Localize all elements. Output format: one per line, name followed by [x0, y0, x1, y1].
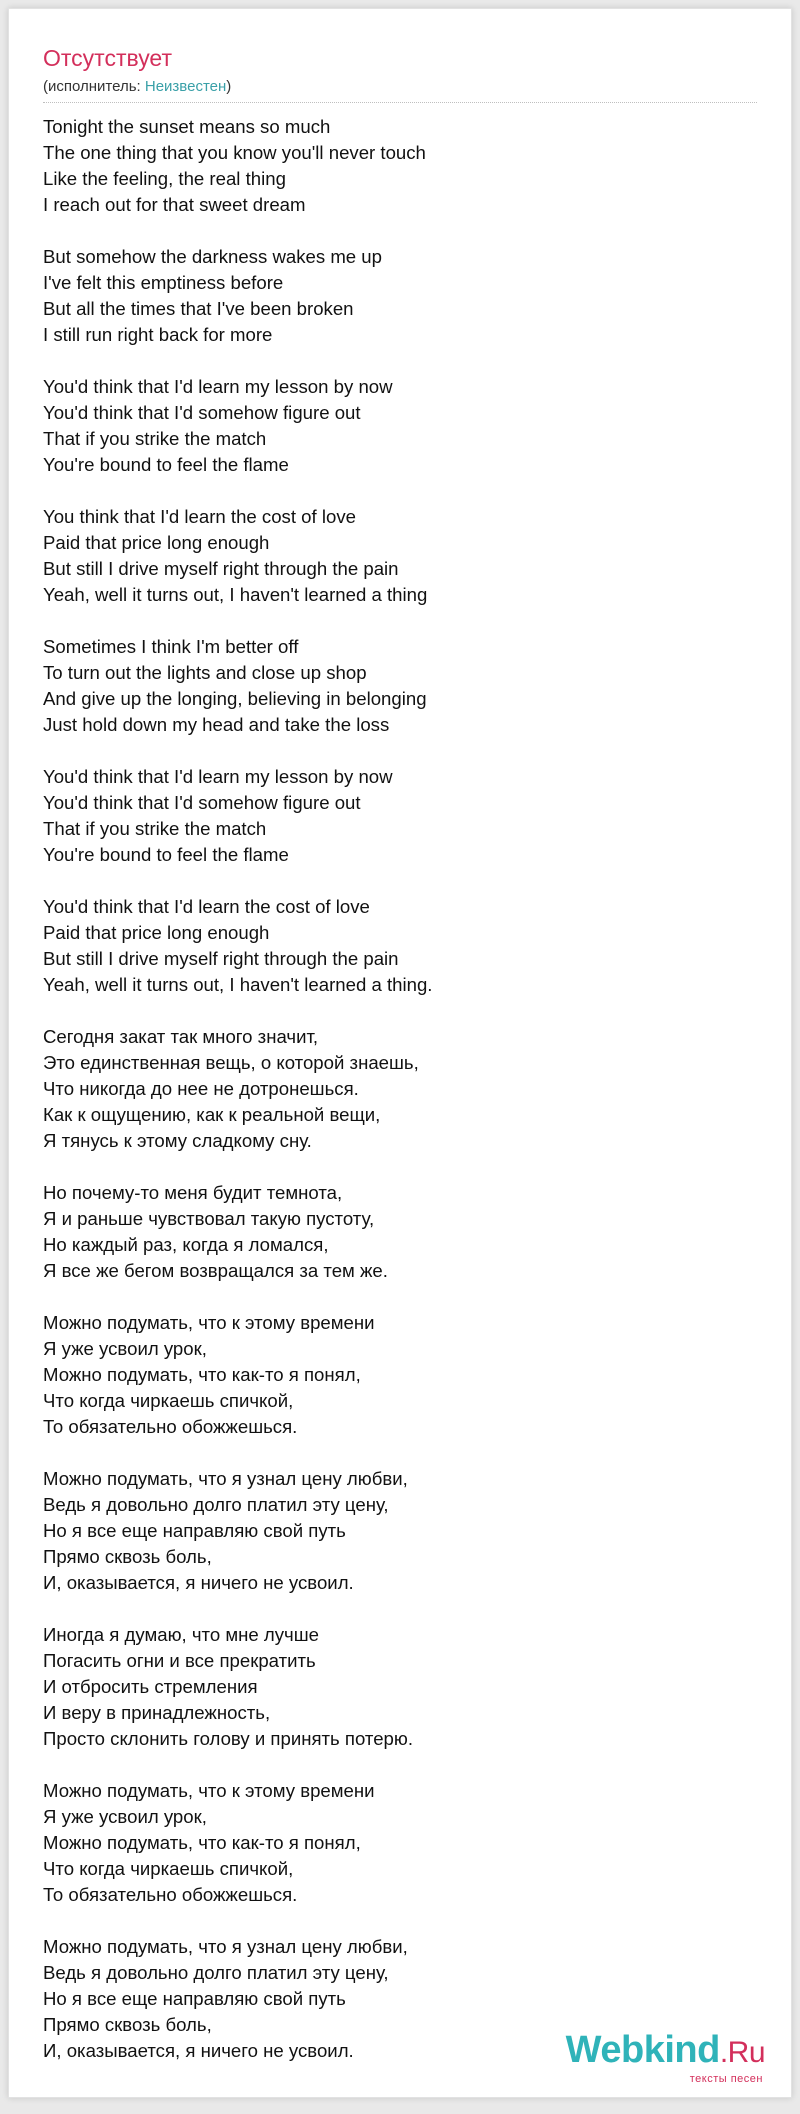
lyrics-stanza: [43, 504, 743, 608]
lyrics-stanza: [43, 114, 743, 218]
lyric-line: Paid that price long enough: [43, 922, 270, 943]
lyric-line: Я уже усвоил урок,: [43, 1338, 207, 1359]
lyric-line: Но я все еще направляю свой путь: [43, 1520, 346, 1541]
lyrics-body: [43, 114, 743, 2090]
lyric-line: You're bound to feel the flame: [43, 454, 289, 475]
lyric-line: Tonight the sunset means so much: [43, 116, 331, 137]
header-divider: [43, 102, 757, 103]
lyric-line: I've felt this emptiness before: [43, 272, 284, 293]
performer-prefix: (исполнитель:: [43, 78, 145, 95]
lyrics-stanza: [43, 374, 743, 478]
lyric-line: Но каждый раз, когда я ломался,: [43, 1234, 329, 1255]
lyric-line: Я уже усвоил урок,: [43, 1806, 207, 1827]
lyric-line: Иногда я думаю, что мне лучше: [43, 1624, 320, 1645]
lyric-line: Это единственная вещь, о которой знаешь,: [43, 1052, 419, 1073]
lyric-line: To turn out the lights and close up shop: [43, 662, 367, 683]
lyric-line: То обязательно обожжешься.: [43, 1884, 298, 1905]
lyrics-stanza: [43, 894, 743, 998]
lyric-line: But still I drive myself right through the pain: [43, 558, 399, 579]
lyric-line: You'd think that I'd learn my lesson by now: [43, 376, 393, 397]
lyric-line: И отбросить стремления: [43, 1676, 258, 1697]
lyric-line: But all the times that I've been broken: [43, 298, 354, 319]
lyric-line: Можно подумать, что как-то я понял,: [43, 1364, 361, 1385]
lyrics-stanza: [43, 634, 743, 738]
lyric-line: Просто склонить голову и принять потерю.: [43, 1728, 414, 1749]
lyric-line: Я все же бегом возвращался за тем же.: [43, 1260, 388, 1281]
performer-suffix: ): [226, 78, 232, 95]
lyric-line: Что когда чиркаешь спичкой,: [43, 1858, 294, 1879]
lyric-line: Сегодня закат так много значит,: [43, 1026, 319, 1047]
lyric-line: Можно подумать, что я узнал цену любви,: [43, 1936, 408, 1957]
site-logo[interactable]: [565, 2029, 765, 2085]
lyric-line: Но почему-то меня будит темнота,: [43, 1182, 343, 1203]
logo-tld: .Ru: [719, 2036, 765, 2069]
lyric-line: That if you strike the match: [43, 818, 267, 839]
artist-link[interactable]: Неизвестен: [144, 78, 227, 95]
lyric-line: Ведь я довольно долго платил эту цену,: [43, 1494, 389, 1515]
lyric-line: Что когда чиркаешь спичкой,: [43, 1390, 294, 1411]
lyric-line: Like the feeling, the real thing: [43, 168, 286, 189]
lyrics-stanza: [43, 1310, 743, 1440]
lyric-line: Что никогда до нее не дотронешься.: [43, 1078, 359, 1099]
lyric-line: Но я все еще направляю свой путь: [43, 1988, 346, 2009]
lyric-line: Как к ощущению, как к реальной вещи,: [43, 1104, 381, 1125]
lyric-line: But still I drive myself right through the pain: [43, 948, 399, 969]
lyric-line: And give up the longing, believing in belonging: [43, 688, 427, 709]
lyrics-stanza: [43, 764, 743, 868]
lyric-line: То обязательно обожжешься.: [43, 1416, 298, 1437]
lyrics-page: [8, 8, 792, 2098]
lyric-line: You'd think that I'd learn the cost of love: [43, 896, 370, 917]
lyric-line: Погасить огни и все прекратить: [43, 1650, 316, 1671]
lyric-line: The one thing that you know you'll never touch: [43, 142, 426, 163]
lyric-line: You're bound to feel the flame: [43, 844, 289, 865]
lyrics-stanza: [43, 244, 743, 348]
lyric-line: И, оказывается, я ничего не усвоил.: [43, 2040, 354, 2061]
lyric-line: I still run right back for more: [43, 324, 273, 345]
lyric-line: И, оказывается, я ничего не усвоил.: [43, 1572, 354, 1593]
lyric-line: You think that I'd learn the cost of love: [43, 506, 356, 527]
lyric-line: Можно подумать, что к этому времени: [43, 1312, 375, 1333]
lyric-line: Можно подумать, что к этому времени: [43, 1780, 375, 1801]
lyric-line: Я тянусь к этому сладкому сну.: [43, 1130, 312, 1151]
lyrics-stanza: [43, 1466, 743, 1596]
lyric-line: Можно подумать, что я узнал цену любви,: [43, 1468, 408, 1489]
lyric-line: Yeah, well it turns out, I haven't learned a thing: [43, 584, 428, 605]
lyrics-stanza: [43, 1180, 743, 1284]
lyric-line: Ведь я довольно долго платил эту цену,: [43, 1962, 389, 1983]
lyric-line: You'd think that I'd learn my lesson by now: [43, 766, 393, 787]
lyric-line: Прямо сквозь боль,: [43, 1546, 212, 1567]
lyric-line: I reach out for that sweet dream: [43, 194, 306, 215]
lyric-line: Я и раньше чувствовал такую пустоту,: [43, 1208, 375, 1229]
lyric-line: И веру в принадлежность,: [43, 1702, 271, 1723]
lyric-line: Paid that price long enough: [43, 532, 270, 553]
lyric-line: But somehow the darkness wakes me up: [43, 246, 382, 267]
lyrics-stanza: [43, 1024, 743, 1154]
lyric-line: That if you strike the match: [43, 428, 267, 449]
lyric-line: Yeah, well it turns out, I haven't learned a thing.: [43, 974, 433, 995]
performer-line: [43, 78, 231, 95]
lyrics-stanza: [43, 1778, 743, 1908]
lyric-line: Sometimes I think I'm better off: [43, 636, 299, 657]
logo-tagline: тексты песен: [689, 2073, 763, 2085]
logo-wordmark: [566, 2029, 765, 2072]
lyric-line: Можно подумать, что как-то я понял,: [43, 1832, 361, 1853]
lyric-line: Just hold down my head and take the loss: [43, 714, 390, 735]
logo-name: Webkind: [565, 2029, 720, 2071]
lyrics-stanza: [43, 1622, 743, 1752]
lyric-line: You'd think that I'd somehow figure out: [43, 792, 361, 813]
lyric-line: You'd think that I'd somehow figure out: [43, 402, 361, 423]
lyric-line: Прямо сквозь боль,: [43, 2014, 212, 2035]
song-title: Отсутствует: [43, 45, 172, 71]
